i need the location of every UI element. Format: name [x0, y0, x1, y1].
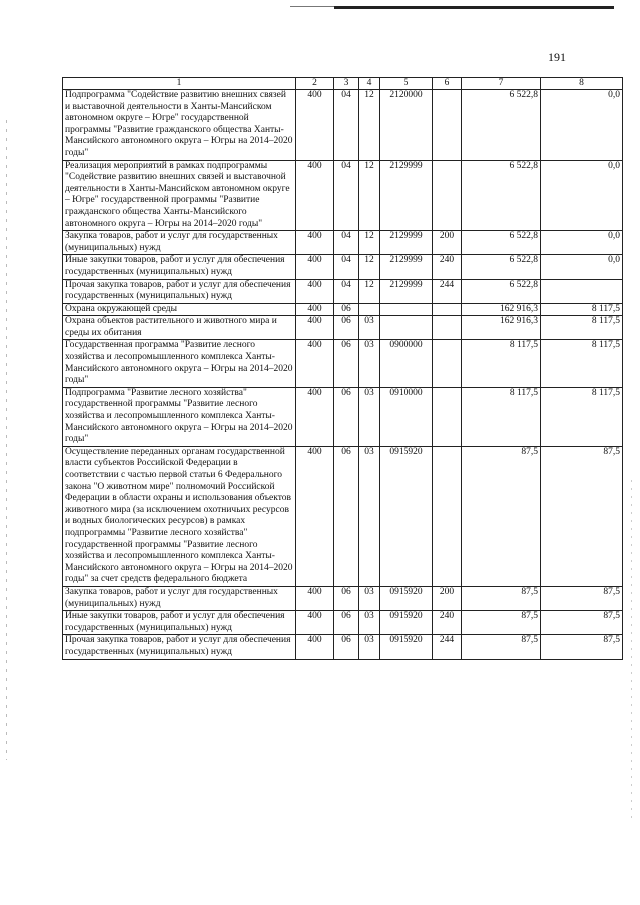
row-name-cell: Государственная программа "Развитие лесного хозяйства и лесопромышленного комплекса Ханты-Мансийского автономного округа – Югры на 2014–2020 годы" — [63, 340, 296, 387]
subsection-code-cell: 03 — [359, 340, 380, 387]
row-name-cell: Подпрограмма "Развитие лесного хозяйства" государственной программы "Развитие лесного хозяйства и лесопромышленного комплекса Ханты-Мансийского автономного округа – Югры на 2014–2020 годы" — [63, 387, 296, 446]
subsection-code-cell: 03 — [359, 387, 380, 446]
scan-margin-artifact — [6, 120, 7, 760]
ministry-code-cell: 400 — [296, 90, 334, 161]
row-name-cell: Охрана объектов растительного и животного мира и среды их обитания — [63, 316, 296, 340]
amount-col7-cell: 6 522,8 — [462, 90, 541, 161]
target-article-cell: 2129999 — [380, 279, 433, 303]
target-article-cell: 0910000 — [380, 387, 433, 446]
table-row — [63, 303, 623, 316]
budget-table — [62, 77, 623, 660]
amount-col7-cell: 6 522,8 — [462, 255, 541, 279]
ministry-code-cell: 400 — [296, 279, 334, 303]
amount-col8-cell: 87,5 — [541, 586, 623, 610]
expense-type-cell — [433, 340, 462, 387]
ministry-code-cell: 400 — [296, 446, 334, 586]
section-code-cell: 06 — [334, 635, 359, 659]
subsection-code-cell — [359, 303, 380, 316]
subsection-code-cell: 12 — [359, 90, 380, 161]
amount-col8-cell: 0,0 — [541, 231, 623, 255]
table-row — [63, 90, 623, 161]
target-article-cell: 2120000 — [380, 90, 433, 161]
section-code-cell: 06 — [334, 303, 359, 316]
target-article-cell: 2129999 — [380, 255, 433, 279]
section-code-cell: 06 — [334, 611, 359, 635]
row-name-cell: Иные закупки товаров, работ и услуг для обеспечения государственных (муниципальных) нужд — [63, 611, 296, 635]
scan-edge-line — [290, 6, 336, 7]
row-name-cell: Подпрограмма "Содействие развитию внешних связей и выставочной деятельности в Ханты-Мансийском автономном округе – Югре" государственной программы "Развитие гражданского общества Ханты-Мансийского автономного округа – Югры на 2014–2020 годы" — [63, 90, 296, 161]
target-article-cell: 0915920 — [380, 586, 433, 610]
target-article-cell: 0915920 — [380, 446, 433, 586]
amount-col8-cell: 87,5 — [541, 635, 623, 659]
section-code-cell: 06 — [334, 340, 359, 387]
header-col-8: 8 — [541, 78, 623, 90]
ministry-code-cell: 400 — [296, 303, 334, 316]
expense-type-cell: 244 — [433, 279, 462, 303]
target-article-cell — [380, 316, 433, 340]
section-code-cell: 06 — [334, 316, 359, 340]
amount-col7-cell: 162 916,3 — [462, 303, 541, 316]
table-row — [63, 387, 623, 446]
header-col-7: 7 — [462, 78, 541, 90]
ministry-code-cell: 400 — [296, 160, 334, 231]
header-col-1: 1 — [63, 78, 296, 90]
subsection-code-cell: 12 — [359, 231, 380, 255]
amount-col7-cell: 8 117,5 — [462, 340, 541, 387]
expense-type-cell — [433, 90, 462, 161]
target-article-cell: 0915920 — [380, 635, 433, 659]
amount-col7-cell: 87,5 — [462, 635, 541, 659]
amount-col7-cell: 87,5 — [462, 446, 541, 586]
row-name-cell: Прочая закупка товаров, работ и услуг для обеспечения государственных (муниципальных) нужд — [63, 279, 296, 303]
row-name-cell: Прочая закупка товаров, работ и услуг для обеспечения государственных (муниципальных) нужд — [63, 635, 296, 659]
subsection-code-cell: 12 — [359, 160, 380, 231]
row-name-cell: Закупка товаров, работ и услуг для государственных (муниципальных) нужд — [63, 231, 296, 255]
amount-col7-cell: 87,5 — [462, 586, 541, 610]
row-name-cell: Иные закупки товаров, работ и услуг для обеспечения государственных (муниципальных) нужд — [63, 255, 296, 279]
header-col-5: 5 — [380, 78, 433, 90]
ministry-code-cell: 400 — [296, 316, 334, 340]
target-article-cell: 2129999 — [380, 160, 433, 231]
table-row — [63, 279, 623, 303]
ministry-code-cell: 400 — [296, 255, 334, 279]
table-row — [63, 231, 623, 255]
amount-col8-cell — [541, 279, 623, 303]
header-col-2: 2 — [296, 78, 334, 90]
row-name-cell: Охрана окружающей среды — [63, 303, 296, 316]
amount-col8-cell: 8 117,5 — [541, 316, 623, 340]
expense-type-cell — [433, 160, 462, 231]
section-code-cell: 04 — [334, 160, 359, 231]
amount-col8-cell: 0,0 — [541, 90, 623, 161]
header-col-3: 3 — [334, 78, 359, 90]
expense-type-cell — [433, 387, 462, 446]
amount-col8-cell: 8 117,5 — [541, 303, 623, 316]
amount-col7-cell: 87,5 — [462, 611, 541, 635]
table-header-row — [63, 78, 623, 90]
amount-col7-cell: 8 117,5 — [462, 387, 541, 446]
table-row — [63, 611, 623, 635]
amount-col8-cell: 8 117,5 — [541, 387, 623, 446]
amount-col8-cell: 87,5 — [541, 446, 623, 586]
amount-col7-cell: 6 522,8 — [462, 160, 541, 231]
amount-col8-cell: 0,0 — [541, 255, 623, 279]
scan-top-bar — [334, 6, 614, 9]
expense-type-cell: 200 — [433, 231, 462, 255]
target-article-cell: 0915920 — [380, 611, 433, 635]
section-code-cell: 06 — [334, 446, 359, 586]
subsection-code-cell: 03 — [359, 446, 380, 586]
table-row — [63, 255, 623, 279]
row-name-cell: Закупка товаров, работ и услуг для государственных (муниципальных) нужд — [63, 586, 296, 610]
ministry-code-cell: 400 — [296, 586, 334, 610]
subsection-code-cell: 03 — [359, 635, 380, 659]
header-col-6: 6 — [433, 78, 462, 90]
subsection-code-cell: 12 — [359, 255, 380, 279]
expense-type-cell: 244 — [433, 635, 462, 659]
expense-type-cell — [433, 316, 462, 340]
scan-margin-artifact-right — [631, 480, 632, 820]
amount-col8-cell: 8 117,5 — [541, 340, 623, 387]
section-code-cell: 04 — [334, 279, 359, 303]
section-code-cell: 06 — [334, 387, 359, 446]
table-row — [63, 635, 623, 659]
amount-col7-cell: 162 916,3 — [462, 316, 541, 340]
table-row — [63, 160, 623, 231]
target-article-cell: 2129999 — [380, 231, 433, 255]
subsection-code-cell: 12 — [359, 279, 380, 303]
expense-type-cell: 240 — [433, 611, 462, 635]
row-name-cell: Осуществление переданных органам государственной власти субъектов Российской Федерации в соответствии с частью первой статьи 6 Федерального закона "О животном мире" полномочий Российской Федерации в области охраны и использования объектов животного мира (за исключением охотничьих ресурсов и водных биологических ресурсов) в рамках подпрограммы "Развитие лесного хозяйства" государственной программы "Развитие лесного хозяйства и лесопромышленного комплекса Ханты-Мансийского автономного округа – Югры на 2014–2020 годы" за счет средств федерального бюджета — [63, 446, 296, 586]
section-code-cell: 04 — [334, 255, 359, 279]
page-number: 191 — [548, 50, 566, 64]
target-article-cell: 0900000 — [380, 340, 433, 387]
expense-type-cell: 240 — [433, 255, 462, 279]
expense-type-cell — [433, 446, 462, 586]
amount-col8-cell: 87,5 — [541, 611, 623, 635]
amount-col8-cell: 0,0 — [541, 160, 623, 231]
subsection-code-cell: 03 — [359, 316, 380, 340]
subsection-code-cell: 03 — [359, 611, 380, 635]
amount-col7-cell: 6 522,8 — [462, 231, 541, 255]
ministry-code-cell: 400 — [296, 635, 334, 659]
subsection-code-cell: 03 — [359, 586, 380, 610]
ministry-code-cell: 400 — [296, 611, 334, 635]
target-article-cell — [380, 303, 433, 316]
section-code-cell: 04 — [334, 90, 359, 161]
amount-col7-cell: 6 522,8 — [462, 279, 541, 303]
ministry-code-cell: 400 — [296, 387, 334, 446]
expense-type-cell: 200 — [433, 586, 462, 610]
section-code-cell: 06 — [334, 586, 359, 610]
header-col-4: 4 — [359, 78, 380, 90]
ministry-code-cell: 400 — [296, 231, 334, 255]
table-row — [63, 316, 623, 340]
table-row — [63, 446, 623, 586]
row-name-cell: Реализация мероприятий в рамках подпрограммы "Содействие развитию внешних связей и выставочной деятельности в Ханты-Мансийском автономном округе – Югре" государственной программы "Развитие гражданского общества Ханты-Мансийского автономного округа – Югры на 2014–2020 годы" — [63, 160, 296, 231]
expense-type-cell — [433, 303, 462, 316]
ministry-code-cell: 400 — [296, 340, 334, 387]
section-code-cell: 04 — [334, 231, 359, 255]
table-row — [63, 340, 623, 387]
table-row — [63, 586, 623, 610]
